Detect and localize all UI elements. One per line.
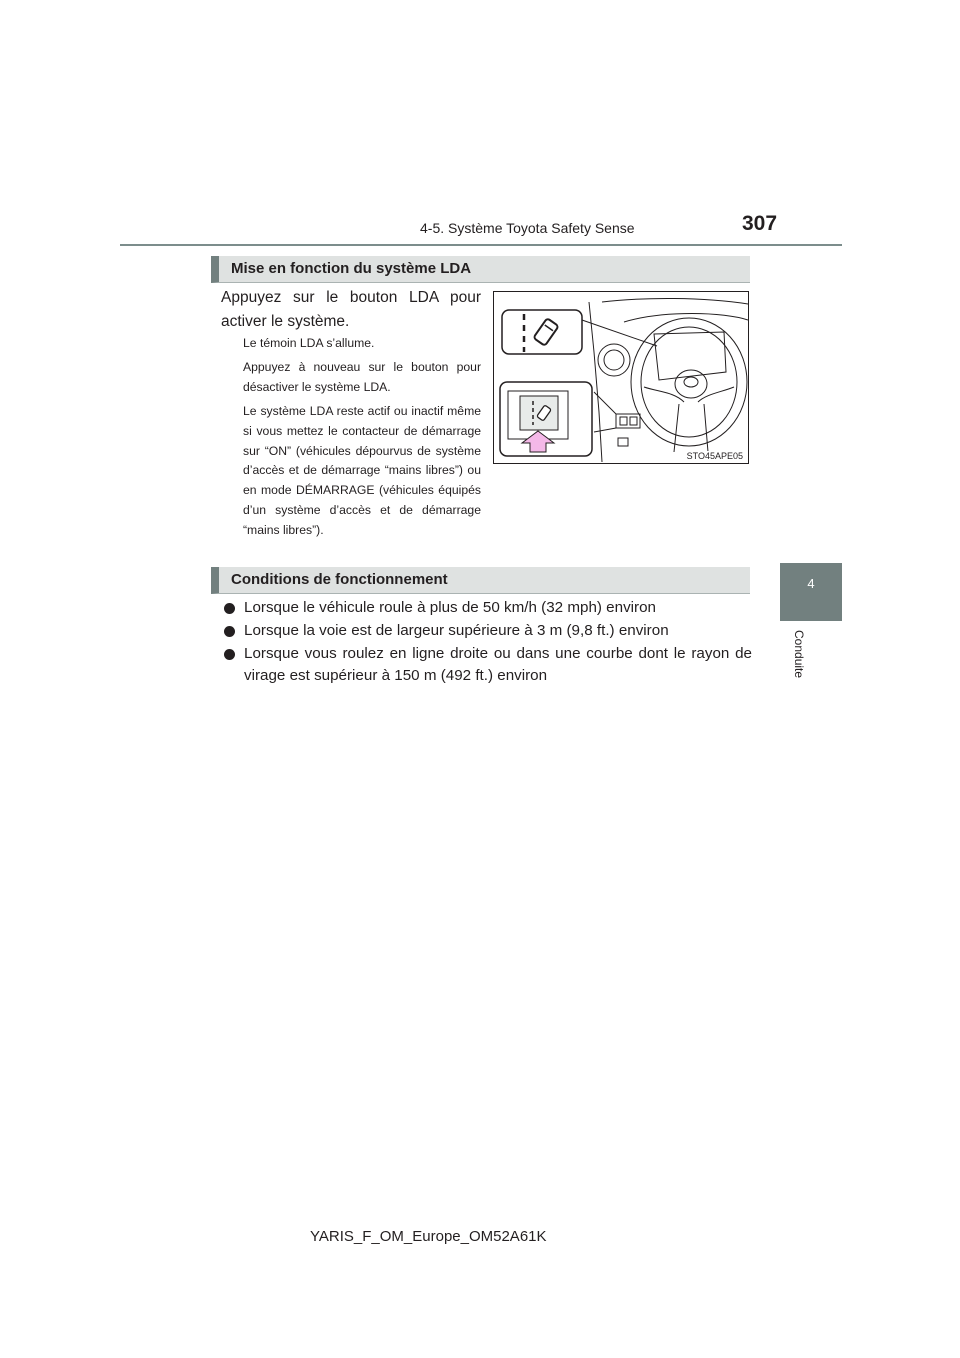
running-header-section: 4-5. Système Toyota Safety Sense — [420, 220, 635, 236]
dashboard-drawing — [494, 292, 748, 463]
chapter-label — [790, 630, 808, 690]
section-heading-lda-activation — [211, 256, 750, 283]
header-rule — [120, 244, 842, 246]
chapter-number: 4 — [807, 576, 815, 591]
chapter-tab — [780, 563, 842, 621]
lda-button-illustration — [493, 291, 749, 464]
bullet-icon — [224, 603, 235, 614]
note-deactivate: Appuyez à nouveau sur le bouton pour désactiver le système LDA. — [243, 360, 481, 394]
figure-code: STO45APE05 — [686, 451, 743, 461]
list-item-text: Lorsque le véhicule roule à plus de 50 km/h (32 mph) environ — [244, 599, 656, 616]
instruction-text: Appuyez sur le bouton LDA pour activer le système. — [221, 289, 481, 330]
section-heading-conditions — [211, 567, 750, 594]
bullet-icon — [224, 649, 235, 660]
list-item — [224, 620, 752, 642]
chapter-label-text: Conduite — [792, 630, 806, 679]
document-id-footer: YARIS_F_OM_Europe_OM52A61K — [310, 1228, 547, 1245]
section-heading-text: Mise en fonction du système LDA — [231, 260, 472, 277]
bullet-icon — [224, 626, 235, 637]
list-item-text: Lorsque vous roulez en ligne droite ou dans une courbe dont le rayon de virage est supérieur à 150 m (492 ft.) environ — [244, 645, 752, 684]
list-item-text: Lorsque la voie est de largeur supérieure à 3 m (9,8 ft.) environ — [244, 622, 669, 639]
note-lda-indicator: Le témoin LDA s’allume. — [243, 336, 375, 350]
note-state-retained: Le système LDA reste actif ou inactif même si vous mettez le contacteur de démarrage sur “ON” (véhicules dépourvus de système d’accès et de démarrage “mains libres”) ou en mode DÉMARRAGE (véhicules équipés d’un système d’accès et de démarrage “mains libres”). — [243, 404, 481, 537]
list-item — [224, 643, 752, 687]
conditions-list — [224, 597, 752, 688]
section-heading-text: Conditions de fonctionnement — [231, 571, 448, 588]
list-item — [224, 597, 752, 619]
page-number: 307 — [742, 212, 778, 235]
